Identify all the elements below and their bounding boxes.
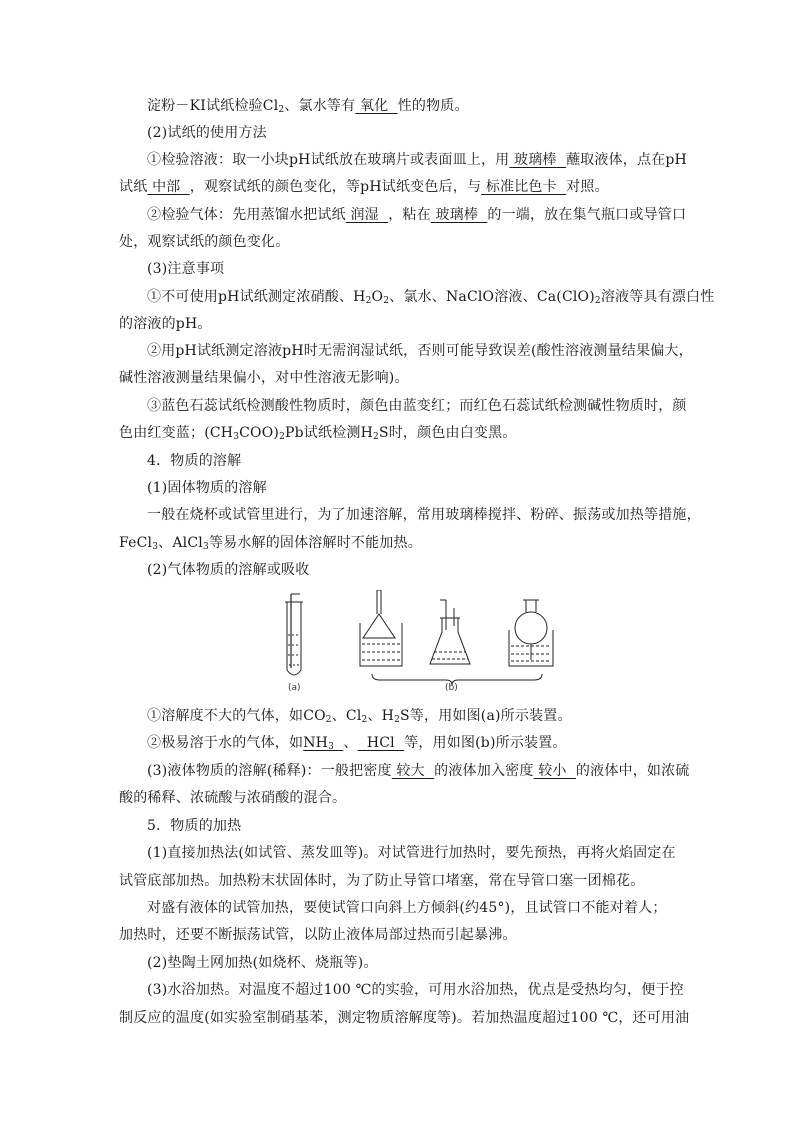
text-line: ③蓝色石蕊试纸检测酸性物质时，颜色由蓝变红；而红色石蕊试纸检测碱性物质时，颜 (147, 398, 687, 414)
subscript: 2 (325, 715, 332, 725)
answer-text: 氧化 (359, 98, 389, 114)
text-run: 的液体加入密度 (434, 763, 534, 779)
answer-text: 中部 (152, 179, 181, 195)
text-run: 等易水解的固体溶解时不能加热。 (208, 535, 422, 551)
text-run: Pb试纸检测H (285, 425, 373, 441)
text-line: 加热时，还要不断振荡试管，以防止液体局部过热而引起暴沸。 (119, 927, 517, 943)
subscript: 3 (233, 432, 240, 442)
text-line (147, 761, 694, 781)
text-line (119, 177, 694, 197)
answer-text: 玻璃棒 (435, 207, 479, 223)
text-run: ，观察试纸的颜色变化，等pH试纸变色后，与 (189, 179, 482, 195)
section-heading: 4．物质的溶解 (147, 453, 242, 469)
text-line (119, 533, 694, 553)
text-run: 检验Cl (234, 98, 279, 114)
text-line: 碱性溶液测量结果偏小，对中性溶液无影响)。 (119, 370, 409, 386)
text-run: 、 (343, 735, 358, 751)
text-run: O (371, 289, 384, 305)
text-line (147, 733, 694, 753)
section-heading: (2)气体物质的溶解或吸收 (147, 562, 310, 578)
answer-blank (355, 98, 397, 114)
text-run: FeCl (119, 535, 153, 551)
subscript: 2 (361, 715, 368, 725)
text-run: 、Cl (331, 708, 362, 724)
answer-text: 较小 (538, 763, 567, 779)
text-run: 、氯水、NaClO溶液、Ca(ClO) (389, 289, 595, 305)
text-run: 、氯水等有 (284, 98, 356, 114)
text-line (147, 287, 715, 307)
answer-text: 标准比色卡 (485, 179, 557, 195)
answer-text: 润湿 (350, 207, 379, 223)
text-line: 处，观察试纸的颜色变化。 (119, 234, 290, 250)
text-run: 色由红变蓝；(CH (119, 425, 234, 441)
text-run: ①溶解度不大的气体，如CO (147, 708, 326, 724)
text-run: ①不可使用pH试纸测定浓硝酸、H (147, 289, 366, 305)
subscript: 3 (202, 542, 209, 552)
text-run: S等，用如图(a)所示装置。 (400, 708, 572, 724)
answer-text: 玻璃棒 (514, 152, 557, 168)
subscript: 2 (373, 432, 379, 442)
beaker-bulb-apparatus (509, 600, 553, 666)
text-run: 淀粉－KI试纸 (147, 98, 235, 114)
text-run: COO) (239, 425, 280, 441)
text-run: 的液体中，如浓硫 (575, 763, 690, 779)
text-run: 溶液等具有漂白性 (600, 289, 715, 305)
gas-absorption-figure (270, 590, 570, 700)
text-line (147, 706, 694, 726)
subscript: 3 (328, 742, 334, 752)
text-line: ②用pH试纸测定溶液pH时无需润湿试纸，否则可能导致误差(酸性溶液测量结果偏大， (147, 343, 693, 359)
conical-flask-apparatus (430, 600, 470, 664)
answer-blank (534, 763, 576, 779)
text-line (147, 205, 694, 225)
answer-blank (509, 152, 566, 168)
section-heading: (3)注意事项 (147, 261, 225, 277)
text-run: S时，颜色由白变黑。 (378, 425, 517, 441)
text-run: ②检验气体：先用蒸馏水把试纸 (147, 207, 346, 223)
answer-text: HCl (366, 735, 395, 751)
text-run: 对照。 (566, 179, 609, 195)
text-run: 性的物质。 (397, 98, 469, 114)
answer-blank (346, 207, 388, 223)
text-line: 的溶液的pH。 (119, 316, 212, 332)
subscript: 2 (279, 432, 285, 442)
text-line (147, 96, 694, 116)
text-line: 制反应的温度(如实验室制硝基苯，测定物质溶解度等)。若加热温度超过100 ℃，还可用油 (119, 1010, 690, 1026)
answer-blank (392, 763, 434, 779)
caption-b: (b) (445, 683, 458, 693)
answer-text: NH (303, 735, 329, 751)
text-line (119, 423, 694, 443)
text-run: 试纸 (119, 179, 148, 195)
answer-blank (303, 735, 343, 751)
text-line: (3)水浴加热。对温度不超过100 ℃的实验，可用水浴加热，优点是受热均匀，便于控 (147, 982, 684, 998)
text-line: (2)垫陶土网加热(如烧杯、烧瓶等)。 (147, 955, 378, 971)
text-line: (1)直接加热法(如试管、蒸发皿等)。对试管进行加热时，要先预热，再将火焰固定在 (147, 845, 676, 861)
text-line: 对盛有液体的试管加热，要使试管口向斜上方倾斜(约45°)，且试管口不能对着人； (147, 900, 667, 916)
beaker-funnel-apparatus (360, 590, 402, 666)
text-run: 蘸取液体，点在pH (565, 152, 687, 168)
text-run: ①检验溶液：取一小块pH试纸放在玻璃片或表面皿上，用 (147, 152, 510, 168)
text-line: 一般在烧杯或试管里进行，为了加速溶解，常用玻璃棒搅拌、粉碎、振荡或加热等措施， (147, 507, 701, 523)
subscript: 2 (594, 296, 601, 306)
subscript: 2 (365, 296, 372, 306)
text-run: (3)液体物质的溶解(稀释)：一般把密度 (147, 763, 392, 779)
answer-blank (481, 179, 566, 195)
text-run: 、AlCl (158, 535, 203, 551)
text-run: 、H (367, 708, 395, 724)
text-run: ②极易溶于水的气体，如 (147, 735, 304, 751)
section-heading: (2)试纸的使用方法 (147, 125, 267, 141)
answer-blank (431, 207, 488, 223)
answer-blank (358, 735, 405, 751)
answer-text: 较大 (396, 763, 425, 779)
text-line (147, 150, 694, 170)
subscript: 3 (152, 542, 159, 552)
text-line: 酸的稀释、浓硫酸与浓硝酸的混合。 (119, 790, 347, 806)
subscript: 2 (383, 296, 390, 306)
text-run: 等，用如图(b)所示装置。 (404, 735, 567, 751)
caption-a: (a) (288, 683, 301, 693)
subscript: 2 (278, 105, 285, 115)
subscript: 2 (394, 715, 401, 725)
text-run: ，粘在 (388, 207, 431, 223)
test-tube-apparatus (285, 594, 303, 675)
section-heading: (1)固体物质的溶解 (147, 480, 267, 496)
answer-blank (147, 179, 189, 195)
section-heading: 5．物质的加热 (147, 818, 242, 834)
text-run: 的一端，放在集气瓶口或导管口 (487, 207, 687, 223)
text-line: 试管底部加热。加热粉末状固体时，为了防止导管口堵塞，常在导管口塞一团棉花。 (119, 873, 645, 889)
